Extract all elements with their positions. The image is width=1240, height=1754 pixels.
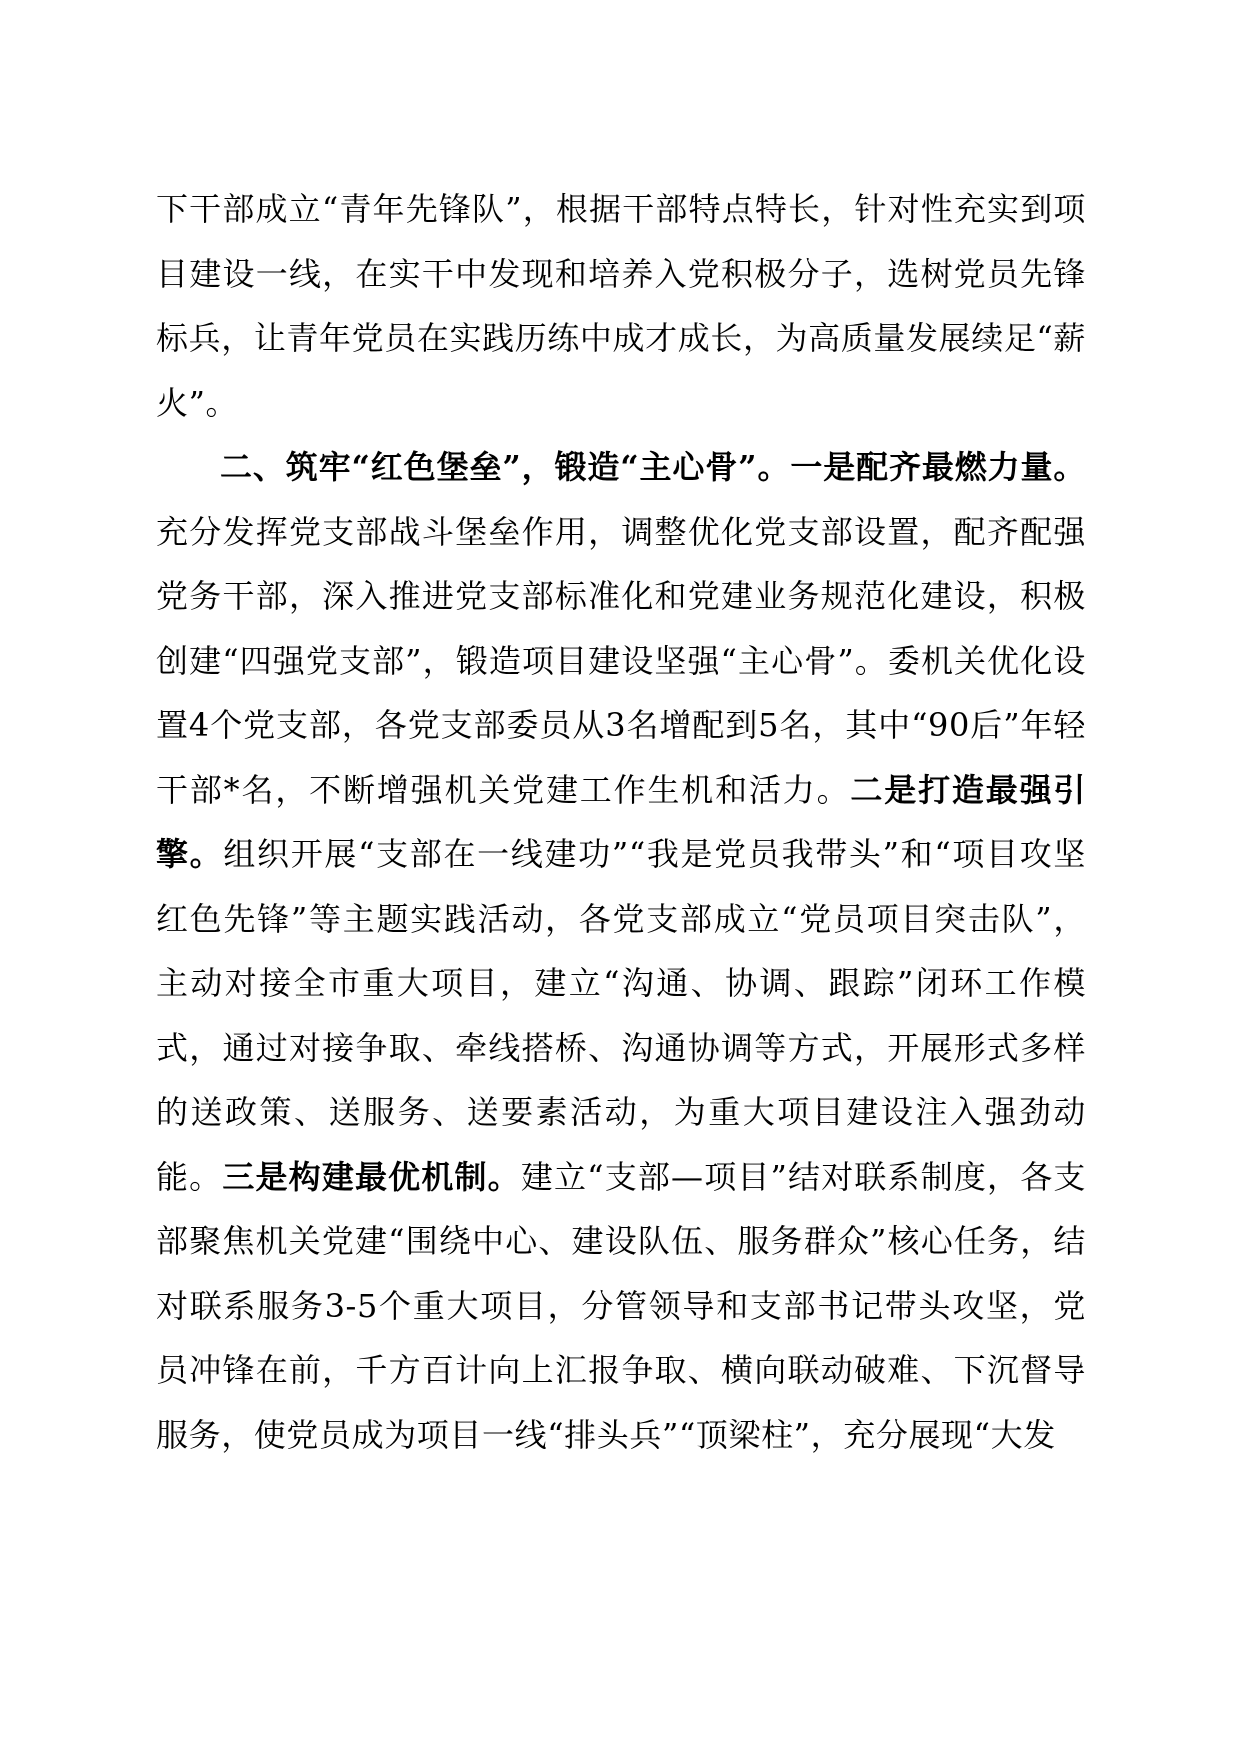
- point-1-title: 一是配齐最燃力量。: [790, 448, 1087, 486]
- paragraph-section-two: [156, 435, 1086, 1467]
- paragraph-continuation: [156, 177, 1086, 435]
- point-2-body: 组织开展“支部在一线建功”“我是党员我带头”和“项目攻坚红色先锋”等主题实践活动，各党支部成立“党员项目突击队”，主动对接全市重大项目，建立“沟通、协调、跟踪”闭环工作模式，通过对接争取、牵线搭桥、沟通协调等方式，开展形式多样的送政策、送服务、送要素活动，为重大项目建设注入强劲动能。: [156, 835, 1086, 1196]
- document-body: [156, 177, 1086, 1467]
- paragraph-1-text: 下干部成立“青年先锋队”，根据干部特点特长，针对性充实到项目建设一线，在实干中发现和培养入党积极分子，选树党员先锋标兵，让青年党员在实践历练中成才成长，为高质量发展续足“薪火”。: [156, 190, 1086, 422]
- point-3-body: 建立“支部—项目”结对联系制度，各支部聚焦机关党建“围绕中心、建设队伍、服务群众”核心任务，结对联系服务3-5个重大项目，分管领导和支部书记带头攻坚，党员冲锋在前，千方百计向上汇报争取、横向联动破难、下沉督导服务，使党员成为项目一线“排头兵”“顶梁柱”，充分展现“大发: [156, 1157, 1086, 1454]
- point-1-body: 充分发挥党支部战斗堡垒作用，调整优化党支部设置，配齐配强党务干部，深入推进党支部标准化和党建业务规范化建设，积极创建“四强党支部”，锻造项目建设坚强“主心骨”。委机关优化设置4个党支部，各党支部委员从3名增配到5名，其中“90后”年轻干部*名，不断增强机关党建工作生机和活力。: [156, 512, 1086, 809]
- point-2-title: 二是打造最强引擎。: [156, 770, 1086, 873]
- section-heading: 二、筑牢“红色堡垒”，锻造“主心骨”。: [220, 448, 791, 486]
- point-3-title: 三是构建最优机制。: [222, 1157, 521, 1196]
